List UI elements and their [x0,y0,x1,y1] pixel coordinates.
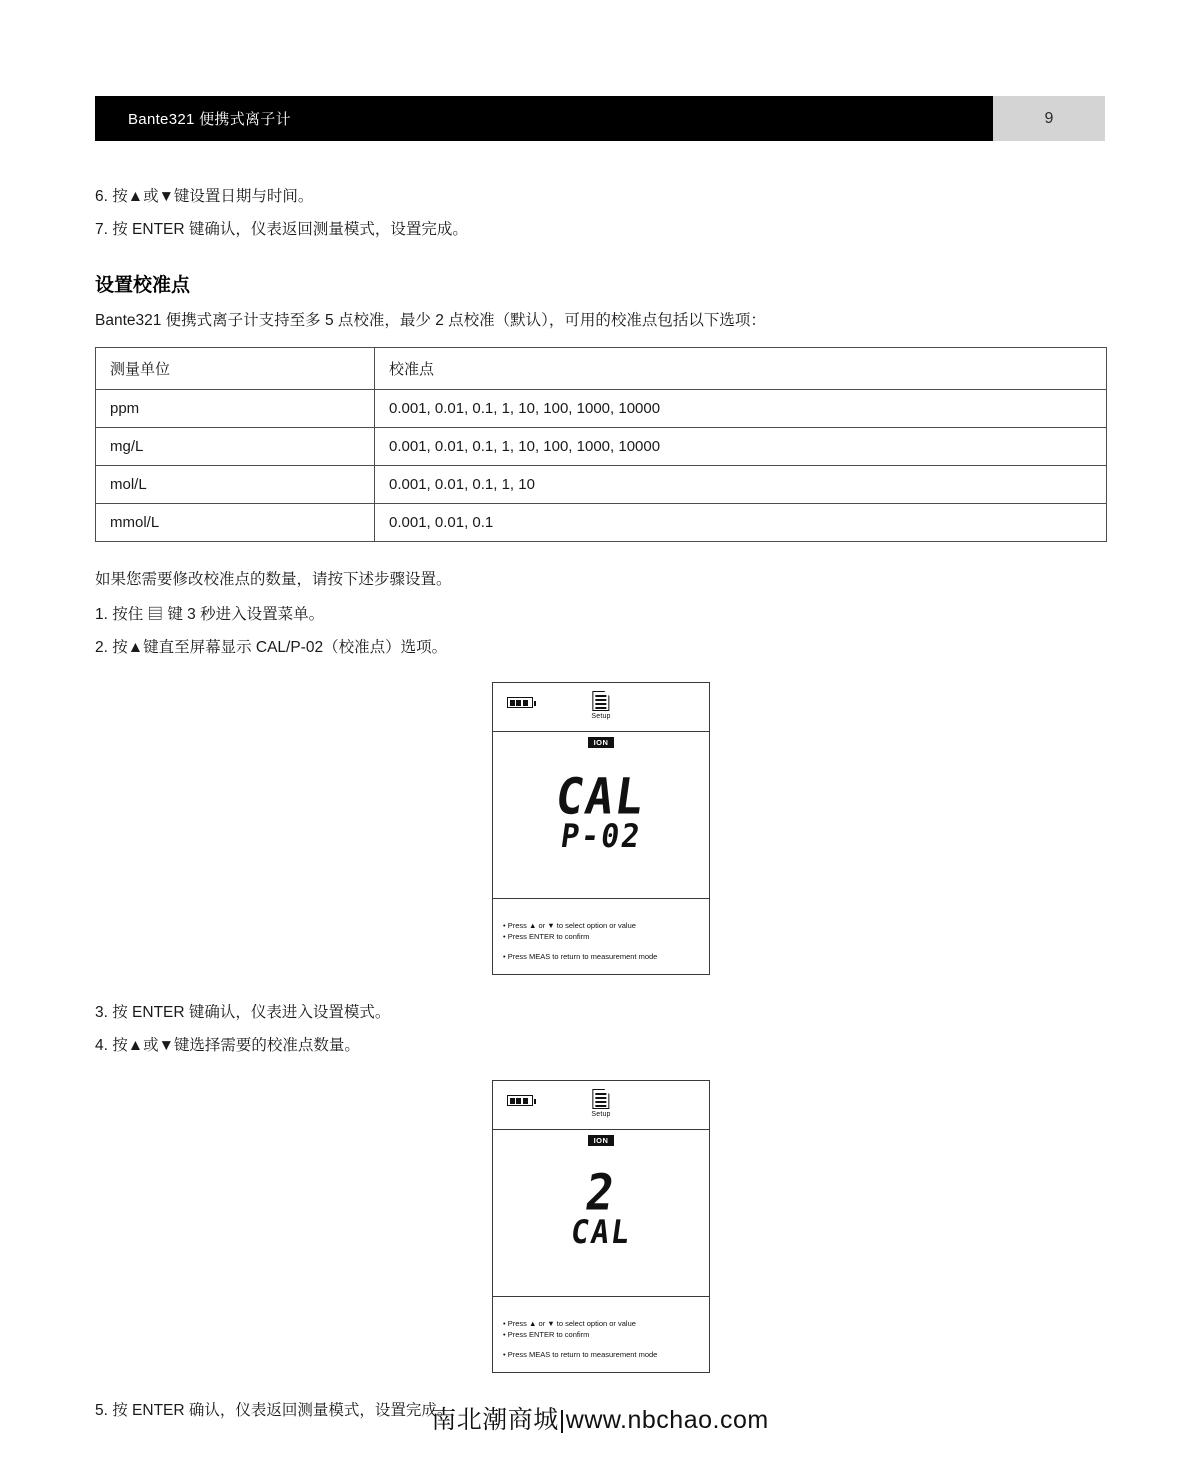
meter-divider-top [493,1129,709,1130]
document-icon [592,1089,609,1109]
setup-label: Setup [591,713,611,721]
page-content [95,185,1107,1432]
hint-confirm: • Press ENTER to confirm [503,1330,590,1339]
table-row [96,390,1107,428]
table-cell-unit: ppm [96,390,375,428]
meter-statusbar-2 [493,1081,709,1129]
table-cell-points: 0.001, 0.01, 0.1, 1, 10 [375,466,1107,504]
meter-divider-bottom [493,1296,709,1297]
page-number: 9 [1044,109,1054,127]
lcd-area-1 [493,748,709,898]
table-row [96,466,1107,504]
header-title: Bante321 便携式离子计 [128,111,291,128]
page-number-box [993,96,1105,141]
lcd-primary-value: CAL [552,766,650,826]
figure-meter-cal-p02 [95,682,1107,975]
table-header-row [96,348,1107,390]
meter-divider-top [493,731,709,732]
mode-badge-ion: ION [588,737,614,748]
hint-select: • Press ▲ or ▼ to select option or value [503,1319,636,1329]
meter-divider-bottom [493,898,709,899]
step-4: 4. 按▲或▼键选择需要的校准点数量。 [95,1037,360,1055]
lcd-primary-value: 2 [582,1162,620,1222]
table-cell-points: 0.001, 0.01, 0.1, 1, 10, 100, 1000, 10000 [375,428,1107,466]
table-header-points: 校准点 [375,348,1107,390]
section-title: 设置校准点 [95,275,191,297]
footer-watermark: 南北潮商城|www.nbchao.com [431,1406,769,1434]
meter-display-1 [492,682,710,975]
setup-label: Setup [591,1111,611,1119]
step-5: 5. 按 ENTER 确认，仪表返回测量模式，设置完成。 [95,1402,453,1420]
hint-confirm: • Press ENTER to confirm [503,931,590,941]
meter-statusbar-1 [493,683,709,731]
meter-hints-1 [493,921,709,963]
step-7: 7. 按 ENTER 键确认，仪表返回测量模式，设置完成。 [95,221,468,239]
lcd-area-2 [493,1146,709,1296]
step-3: 3. 按 ENTER 键确认，仪表进入设置模式。 [95,1004,391,1022]
figure-meter-2-cal [95,1080,1107,1373]
step-2: 2. 按▲键直至屏幕显示 CAL/P-02（校准点）选项。 [95,639,448,657]
battery-icon [507,697,533,708]
setup-icon [591,1089,610,1118]
header-title-bar [95,96,993,141]
hint-select: • Press ▲ or ▼ to select option or value [503,921,636,931]
mode-badge-ion: ION [588,1135,614,1146]
table-row [96,504,1107,542]
lcd-secondary-value: P-02 [558,817,644,856]
battery-icon [507,1095,533,1106]
document-icon [592,691,609,711]
table-cell-unit: mmol/L [96,504,375,542]
step-1: 1. 按住 ▤ 键 3 秒进入设置菜单。 [95,606,325,624]
page-header [95,96,1105,141]
meter-hints-2 [493,1319,709,1361]
lcd-secondary-value: CAL [568,1214,634,1252]
meter-display-2 [492,1080,710,1373]
calibration-points-table [95,347,1107,542]
step-6: 6. 按▲或▼键设置日期与时间。 [95,188,314,205]
modify-note: 如果您需要修改校准点的数量，请按下述步骤设置。 [95,571,452,589]
hint-meas: • Press MEAS to return to measurement mode [503,951,658,961]
table-header-unit: 测量单位 [96,348,375,390]
setup-icon [591,691,610,720]
table-cell-points: 0.001, 0.01, 0.1 [375,504,1107,542]
section-intro: Bante321 便携式离子计支持至多 5 点校准，最少 2 点校准（默认），可用的校准点包括以下选项： [95,312,766,330]
table-row [96,428,1107,466]
table-cell-unit: mol/L [96,466,375,504]
table-cell-unit: mg/L [96,428,375,466]
table-cell-points: 0.001, 0.01, 0.1, 1, 10, 100, 1000, 10000 [375,390,1107,428]
hint-meas: • Press MEAS to return to measurement mode [503,1349,658,1359]
